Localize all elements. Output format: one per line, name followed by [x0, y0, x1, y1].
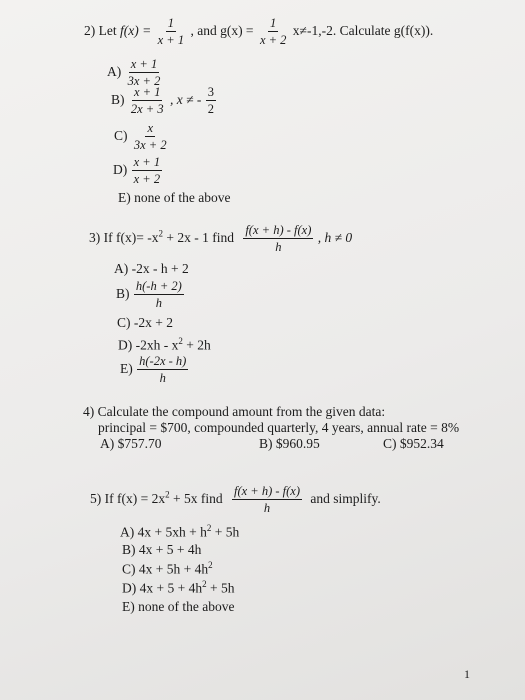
q3-option-e: [120, 354, 189, 386]
q5-option-a: [120, 524, 239, 539]
q2-mid: , and g(x) =: [190, 22, 254, 38]
q2-g-fraction: [258, 16, 288, 48]
q5-d-post: + 5h: [206, 580, 235, 596]
q2-a-numerator: x + 1: [129, 57, 159, 73]
q2-c-denominator: 3x + 2: [133, 138, 167, 153]
q2-b-label: B): [111, 91, 125, 107]
q3-option-b: [116, 279, 185, 311]
page-number: 1: [464, 667, 470, 681]
q2-b-cond-fraction: [206, 85, 216, 117]
q5-option-d: [122, 580, 234, 595]
q3-condition: , h ≠ 0: [317, 229, 353, 245]
q2-option-d: [113, 155, 163, 187]
q2-g-denominator: x + 2: [259, 33, 287, 48]
q3-b-fraction: [134, 279, 184, 311]
q3-option-a: A) -2x - h + 2: [114, 261, 189, 276]
q2-a-denominator: 3x + 2: [127, 74, 161, 89]
q2-option-e: E) none of the above: [118, 190, 231, 205]
q4-option-a: A) $757.70: [100, 436, 162, 451]
q2-a-fraction: [126, 57, 163, 89]
q3-d-exponent: 2: [178, 336, 183, 346]
q2-d-label: D): [113, 161, 128, 177]
q2-b-cond-denominator: 2: [207, 102, 215, 117]
q3-d-post: + 2h: [182, 337, 211, 353]
q2-label: 2) Let: [84, 22, 117, 38]
q3-exponent: 2: [158, 228, 163, 239]
q2-b-numerator: x + 1: [132, 85, 162, 101]
q2-option-c: [114, 121, 170, 153]
q5-c-exponent: 2: [208, 560, 213, 570]
q2-f-denominator: x + 1: [157, 33, 185, 48]
q5-denominator: h: [263, 501, 271, 516]
q2-stem: [84, 16, 433, 48]
q2-f-fraction: [156, 16, 186, 48]
q3-d-pre: D) -2xh - x: [118, 337, 179, 353]
q5-tail: and simplify.: [310, 490, 381, 506]
q2-a-label: A): [107, 63, 122, 79]
q2-tail: x≠-1,-2. Calculate g(f(x)).: [292, 22, 434, 38]
q4-line-2: principal = $700, compounded quarterly, 4 years, annual rate = 8%: [98, 420, 460, 435]
q2-c-label: C): [114, 127, 128, 143]
q2-d-fraction: [132, 155, 162, 187]
q3-option-c: C) -2x + 2: [117, 315, 173, 330]
q5-label-exponent: 2: [165, 489, 170, 500]
q2-g-numerator: 1: [268, 16, 278, 32]
q3-e-denominator: h: [159, 371, 166, 386]
q3-label: 3) If f(x)= -x: [89, 229, 159, 245]
q5-d-pre: D) 4x + 5 + 4h: [122, 580, 203, 596]
q2-b-denominator: 2x + 3: [130, 102, 164, 117]
q3-b-denominator: h: [155, 296, 162, 311]
q5-option-b: B) 4x + 5 + 4h: [122, 542, 202, 557]
q5-numerator: f(x + h) - f(x): [232, 484, 302, 500]
q3-option-d: [118, 337, 211, 352]
q2-c-fraction: [132, 121, 169, 153]
q5-option-e: E) none of the above: [122, 599, 235, 614]
q3-e-label: E): [120, 360, 133, 376]
q4-option-b: B) $960.95: [259, 436, 320, 451]
q2-b-fraction: [129, 85, 166, 117]
q5-a-post: + 5h: [211, 524, 240, 540]
q5-difference-quotient: [232, 484, 302, 516]
q5-stem: [90, 484, 381, 516]
q5-label-pre: 5) If f(x) = 2x: [90, 490, 166, 506]
q2-option-b: [111, 85, 217, 117]
q2-f-lhs: f(x) =: [120, 22, 152, 38]
q3-difference-quotient: [243, 223, 313, 255]
q4-option-c: C) $952.34: [383, 436, 444, 451]
q4-line-1: 4) Calculate the compound amount from the given data:: [83, 404, 386, 419]
q3-b-label: B): [116, 285, 130, 301]
q2-b-cond-numerator: 3: [206, 85, 216, 101]
q3-numerator: f(x + h) - f(x): [243, 223, 313, 239]
q2-f-numerator: 1: [166, 16, 176, 32]
q3-b-numerator: h(-h + 2): [134, 279, 184, 295]
q3-rest: + 2x - 1 find: [162, 229, 234, 245]
q5-option-c: [122, 561, 213, 576]
q5-label-post: + 5x find: [169, 490, 223, 506]
q2-d-denominator: x + 2: [133, 172, 161, 187]
q3-e-numerator: h(-2x - h): [137, 354, 188, 370]
q5-a-pre: A) 4x + 5xh + h: [120, 524, 207, 540]
q5-a-exponent: 2: [206, 523, 212, 533]
q2-c-numerator: x: [145, 121, 155, 137]
q5-d-exponent: 2: [202, 579, 207, 589]
q2-option-a: [107, 57, 163, 89]
q2-d-numerator: x + 1: [132, 155, 162, 171]
q3-e-fraction: [137, 354, 188, 386]
q3-denominator: h: [275, 240, 282, 255]
q2-b-condition: , x ≠ -: [169, 91, 202, 107]
q3-stem: [89, 223, 352, 255]
q5-c-pre: C) 4x + 5h + 4h: [122, 561, 209, 577]
